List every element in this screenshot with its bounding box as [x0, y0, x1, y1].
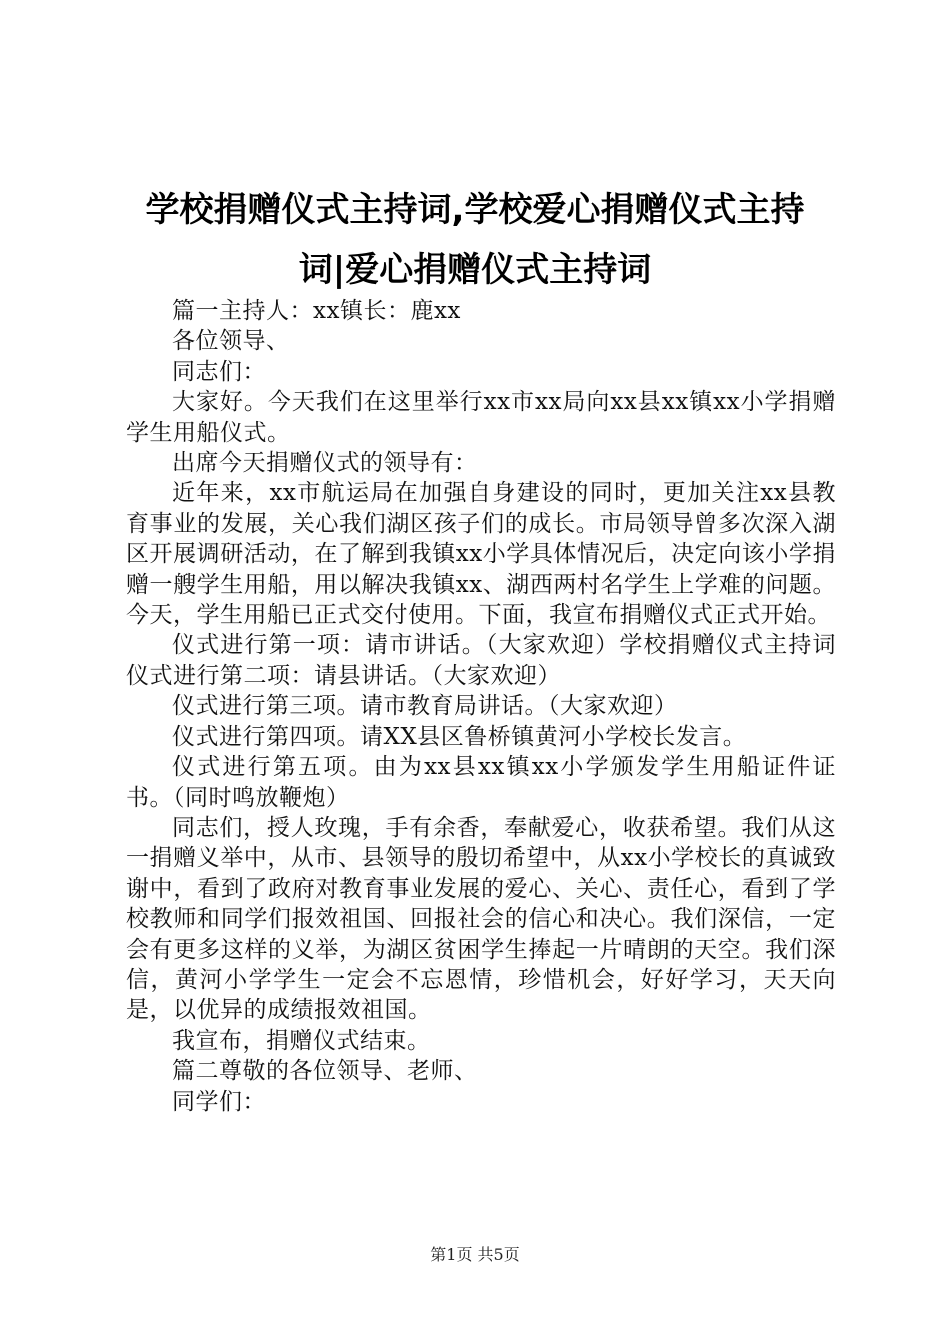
document-title-line-1: 学校捐赠仪式主持词,学校爱心捐赠仪式主持	[145, 190, 805, 230]
paragraph: 同学们：	[172, 1088, 266, 1115]
page-number-footer: 第1页 共5页	[430, 1245, 520, 1264]
paragraph: 同志们：	[172, 358, 266, 385]
paragraph: 仪式进行第一项：请市讲话。（大家欢迎）学校捐赠仪式主持词仪式进行第二项：请县讲话。（大家欢迎）	[126, 632, 836, 689]
paragraph: 出席今天捐赠仪式的领导有：	[172, 450, 478, 477]
document-body	[126, 296, 836, 1117]
paragraph: 仪式进行第三项。请市教育局讲话。（大家欢迎）	[172, 693, 678, 720]
paragraph: 大家好。今天我们在这里举行xx市xx局向xx县xx镇xx小学捐赠学生用船仪式。	[126, 389, 836, 446]
paragraph: 篇二尊敬的各位领导、老师、	[172, 1058, 478, 1085]
paragraph: 篇一主持人：xx镇长：鹿xx	[172, 298, 461, 324]
paragraph: 同志们，授人玫瑰，手有余香，奉献爱心，收获希望。我们从这一捐赠义举中，从市、县领导的殷切希望中，从xx小学校长的真诚致谢中，看到了政府对教育事业发展的爱心、关心、责任心，看到了学校教师和同学们报效祖国、回报社会的信心和决心。我们深信，一定会有更多这样的义举，为湖区贫困学生捧起一片晴朗的天空。我们深信，黄河小学学生一定会不忘恩情，珍惜机会，好好学习，天天向是，以优异的成绩报效祖国。	[126, 814, 836, 1024]
paragraph: 各位领导、	[172, 328, 290, 355]
paragraph: 仪式进行第四项。请XX县区鲁桥镇黄河小学校长发言。	[172, 723, 747, 750]
paragraph: 我宣布，捐赠仪式结束。	[172, 1027, 431, 1054]
document-title-line-2: 词|爱心捐赠仪式主持词	[298, 250, 652, 290]
paragraph: 近年来，xx市航运局在加强自身建设的同时，更加关注xx县教育事业的发展，关心我们湖区孩子们的成长。市局领导曾多次深入湖区开展调研活动，在了解到我镇xx小学具体情况后，决定向该小学捐赠一艘学生用船，用以解决我镇xx、湖西两村名学生上学难的问题。今天，学生用船已正式交付使用。下面，我宣布捐赠仪式正式开始。	[126, 480, 836, 629]
paragraph: 仪式进行第五项。由为xx县xx镇xx小学颁发学生用船证件证书。（同时鸣放鞭炮）	[126, 754, 836, 811]
